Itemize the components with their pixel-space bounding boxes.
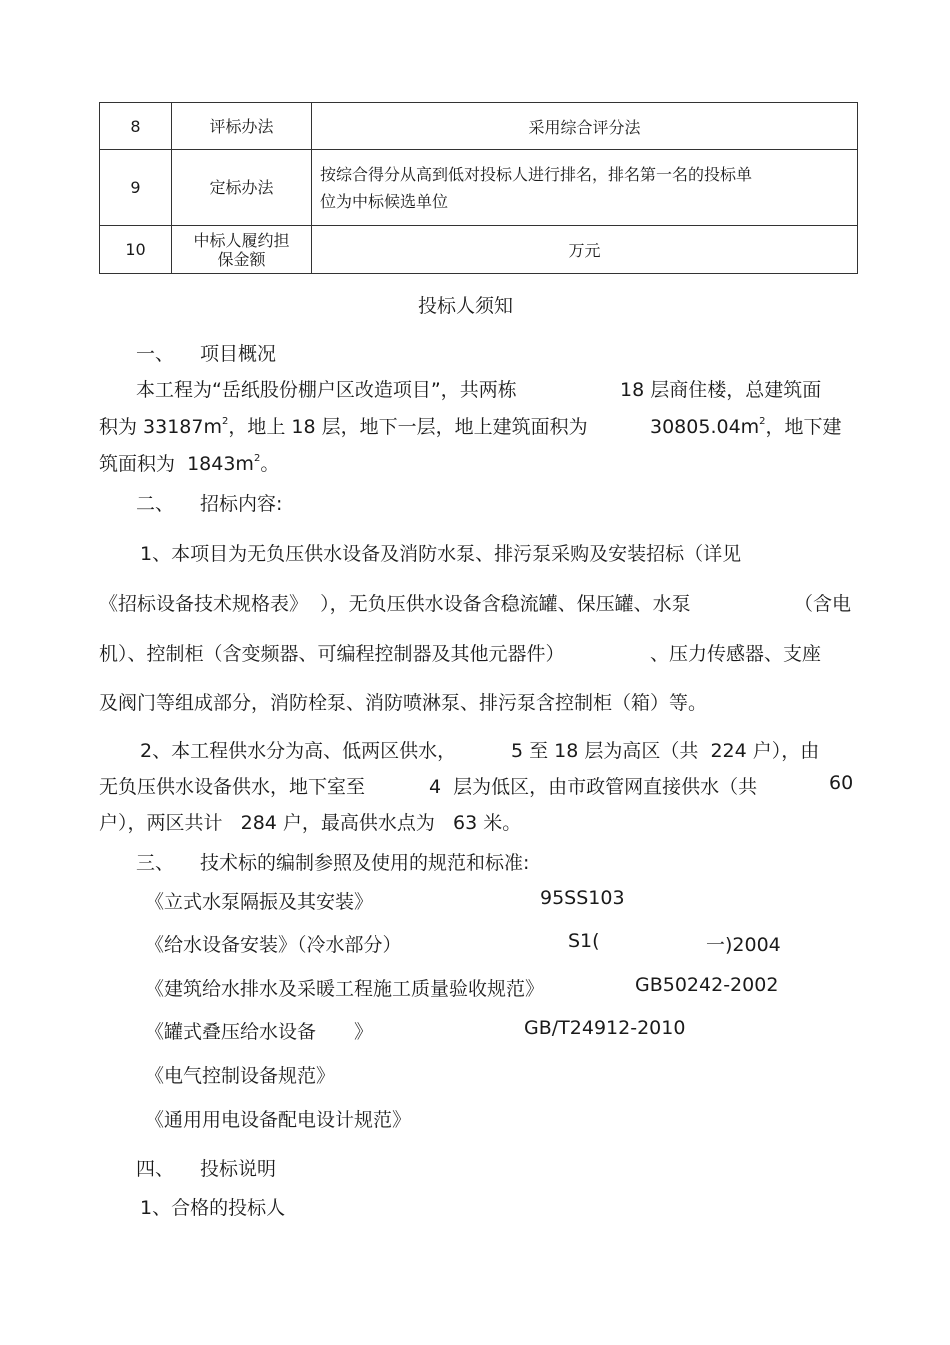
paragraph-line: 1、本项目为无负压供水设备及消防水泵、排污泵采购及安装招标（详见 <box>140 543 742 565</box>
paragraph-line <box>650 412 842 439</box>
section-3-title: 技术标的编制参照及使用的规范和标准: <box>200 852 530 874</box>
doc-title: 投标人须知 <box>418 295 514 317</box>
paragraph-line: 及阀门等组成部分，消防栓泵、消防喷淋泵、排污泵含控制柜（箱）等。 <box>99 692 708 714</box>
standard-name: 《给水设备安装》（冷水部分） <box>145 934 402 956</box>
standard-code: GB50242-2002 <box>635 974 779 996</box>
standard-name: 《立式水泵隔振及其安装》 <box>145 891 374 913</box>
bid-info-table <box>99 102 858 274</box>
standard-code: GB/T24912-2010 <box>524 1017 686 1039</box>
paragraph-line: 、压力传感器、支座 <box>650 643 822 665</box>
section-4-number: 四、 <box>136 1158 175 1180</box>
row-number: 8 <box>100 103 172 150</box>
row-content: 万元 <box>312 226 858 274</box>
paragraph-line: 60 <box>829 772 854 794</box>
standard-code: 一)2004 <box>706 934 781 956</box>
row-item-line: 中标人履约担 <box>193 230 290 250</box>
text-span: ，地下建 <box>765 416 842 438</box>
row-content <box>312 150 858 226</box>
table-row <box>100 103 858 150</box>
section-1-title: 项目概况 <box>200 343 277 365</box>
section-4-title: 投标说明 <box>200 1158 277 1180</box>
table-row <box>100 226 858 274</box>
paragraph-line: 5 至 18 层为高区（共 224 户），由 <box>511 740 820 762</box>
row-content: 采用综合评分法 <box>312 103 858 150</box>
section-3-number: 三、 <box>136 852 175 874</box>
paragraph-line <box>99 449 279 476</box>
section-1-number: 一、 <box>136 343 175 365</box>
standard-name: 《通用用电设备配电设计规范》 <box>145 1109 412 1131</box>
standard-name: 《电气控制设备规范》 <box>145 1065 336 1087</box>
paragraph-line: 2、本工程供水分为高、低两区供水， <box>140 740 457 762</box>
paragraph-line: 户），两区共计 284 户，最高供水点为 63 米。 <box>99 812 522 834</box>
section-2-number: 二、 <box>136 493 175 515</box>
superscript: 2 <box>222 416 229 427</box>
paragraph-line: （含电 <box>794 593 852 615</box>
paragraph-line: 18 层商住楼，总建筑面 <box>620 379 822 401</box>
text-span: 筑面积为 1843m <box>99 453 254 475</box>
row-item: 评标办法 <box>172 103 312 150</box>
row-content-line: 按综合得分从高到低对投标人进行排名，排名第一名的投标单 <box>320 164 753 184</box>
row-item-line: 保金额 <box>217 249 266 269</box>
paragraph-line: 4 层为低区，由市政管网直接供水（共 <box>429 776 758 798</box>
text-span: 。 <box>260 453 280 475</box>
table-row <box>100 150 858 226</box>
standard-code: 95SS103 <box>540 887 625 909</box>
paragraph-line: 本工程为“岳纸股份棚户区改造项目”，共两栋 <box>136 379 517 401</box>
paragraph-line <box>99 412 588 439</box>
section-2-title: 招标内容: <box>200 493 283 515</box>
superscript: 2 <box>253 453 261 464</box>
row-item <box>172 226 312 274</box>
standard-name: 《罐式叠压给水设备 <box>145 1021 317 1043</box>
paragraph-line: 《招标设备技术规格表》 ），无负压供水设备含稳流罐、保压罐、水泵 <box>99 593 691 615</box>
text-span: ，地上 18 层，地下一层，地上建筑面积为 <box>228 416 588 438</box>
superscript: 2 <box>759 416 766 427</box>
row-number: 10 <box>100 226 172 274</box>
standard-name-close: 》 <box>354 1021 374 1043</box>
text-span: 积为 33187m <box>99 416 222 438</box>
paragraph-line: 机）、控制柜（含变频器、可编程控制器及其他元器件） <box>99 643 565 665</box>
text-span: 30805.04m <box>650 416 760 438</box>
row-content-line: 位为中标候选单位 <box>320 191 449 211</box>
paragraph-line: 无负压供水设备供水，地下室至 <box>99 776 366 798</box>
subsection-title: 1、合格的投标人 <box>140 1197 286 1219</box>
row-number: 9 <box>100 150 172 226</box>
standard-code: S1( <box>568 930 600 952</box>
standard-name: 《建筑给水排水及采暖工程施工质量验收规范》 <box>145 978 545 1000</box>
row-item: 定标办法 <box>172 150 312 226</box>
